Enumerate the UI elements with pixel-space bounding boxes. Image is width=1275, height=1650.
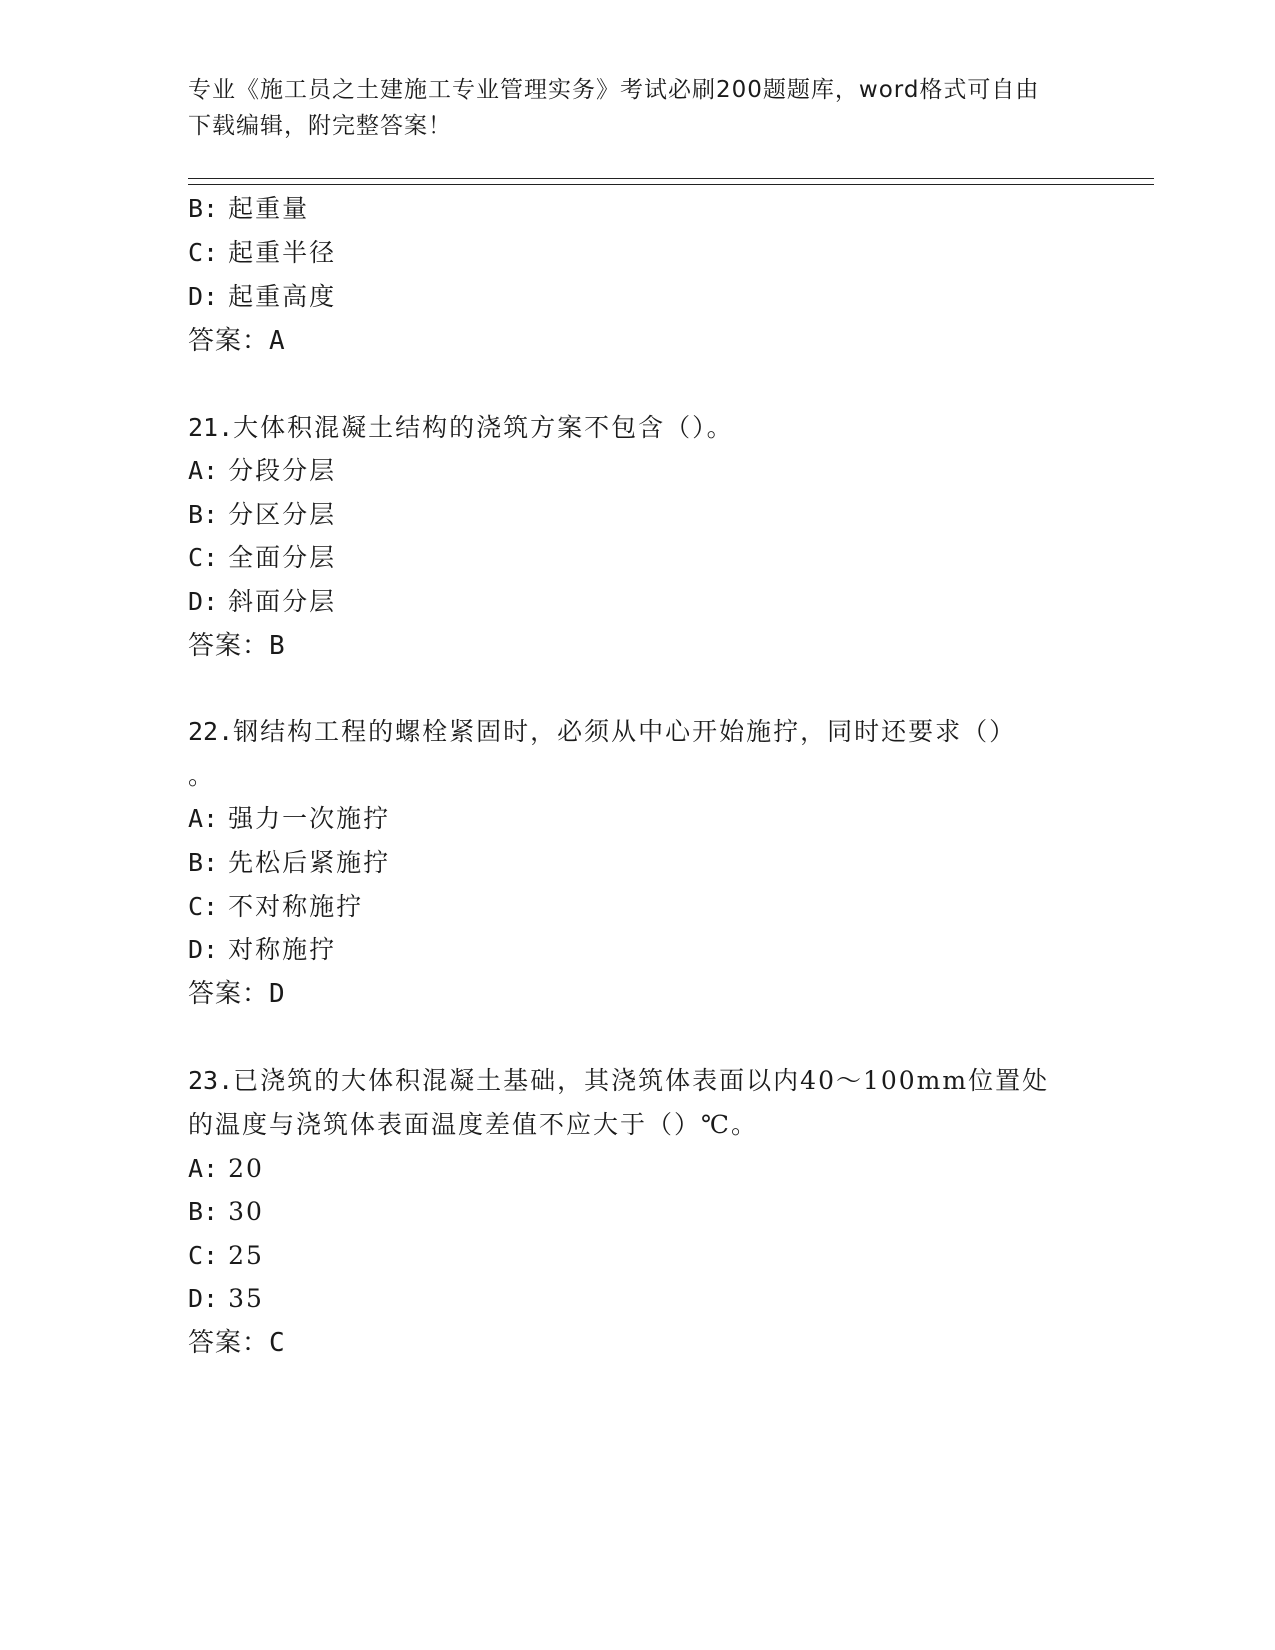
answer-value: C [269,1328,286,1358]
question-text: 大体积混凝土结构的浇筑方案不包含（）。 [233,413,734,442]
answer-line [188,1327,286,1359]
option-text: 强力一次施拧 [228,804,391,833]
question-text: 钢结构工程的螺栓紧固时，必须从中心开始施拧，同时还要求（） [233,717,1017,746]
option-letter: B: [188,1197,219,1226]
question-text: 已浇筑的大体积混凝土基础，其浇筑体表面以内40～100mm位置处 [233,1066,1050,1095]
option-text: 先松后紧施拧 [228,848,391,877]
option-d [188,934,336,966]
option-text: 起重半径 [228,238,337,267]
option-letter: B: [188,848,219,877]
question-number: 23. [188,1066,234,1095]
document-header [188,72,1088,144]
option-text: 对称施拧 [228,935,337,964]
option-a [188,455,336,487]
answer-label: 答案： [188,1328,270,1358]
option-c [188,1240,264,1272]
option-text: 25 [228,1241,264,1270]
option-text: 分区分层 [228,500,337,529]
header-divider-bottom [188,184,1154,185]
option-d [188,1283,264,1315]
option-letter: D: [188,1284,219,1313]
option-text: 斜面分层 [228,587,337,616]
option-c [188,237,336,269]
option-b [188,193,309,225]
option-text: 起重高度 [228,282,337,311]
header-divider-top [188,178,1154,179]
answer-value: D [269,979,286,1009]
answer-line [188,325,286,357]
answer-line [188,978,286,1010]
option-letter: C: [188,543,219,572]
option-text: 30 [228,1197,264,1226]
option-letter: B: [188,194,219,223]
answer-label: 答案： [188,979,270,1009]
answer-value: A [269,326,286,356]
option-d [188,586,336,618]
option-text: 35 [228,1284,264,1313]
option-d [188,281,336,313]
option-letter: D: [188,935,219,964]
option-text: 全面分层 [228,543,337,572]
option-text: 20 [228,1154,264,1183]
option-letter: A: [188,456,219,485]
question-23-text-continued: 的温度与浇筑体表面温度差值不应大于（）℃。 [188,1110,758,1139]
question-21-text [188,412,734,444]
option-text: 起重量 [228,194,310,223]
option-b [188,1196,264,1228]
option-letter: A: [188,1154,219,1183]
header-line-2: 下载编辑，附完整答案！ [188,113,452,139]
option-c [188,542,336,574]
option-b [188,499,336,531]
option-letter: A: [188,804,219,833]
answer-value: B [269,631,286,661]
answer-label: 答案： [188,326,270,356]
option-a [188,803,390,835]
question-number: 22. [188,717,234,746]
option-a [188,1153,264,1185]
option-b [188,847,390,879]
option-text: 不对称施拧 [228,892,364,921]
question-23-text [188,1065,1049,1097]
option-letter: B: [188,500,219,529]
option-letter: C: [188,1241,219,1270]
option-letter: C: [188,892,219,921]
option-text: 分段分层 [228,456,337,485]
question-22-text-continued: 。 [188,761,216,790]
answer-label: 答案： [188,631,270,661]
question-22-text [188,716,1016,748]
option-letter: D: [188,282,219,311]
option-letter: C: [188,238,219,267]
answer-line [188,630,286,662]
question-number: 21. [188,413,234,442]
option-c [188,891,363,923]
option-letter: D: [188,587,219,616]
header-line-1: 专业《施工员之土建施工专业管理实务》考试必刷200题题库，word格式可自由 [188,77,1040,103]
